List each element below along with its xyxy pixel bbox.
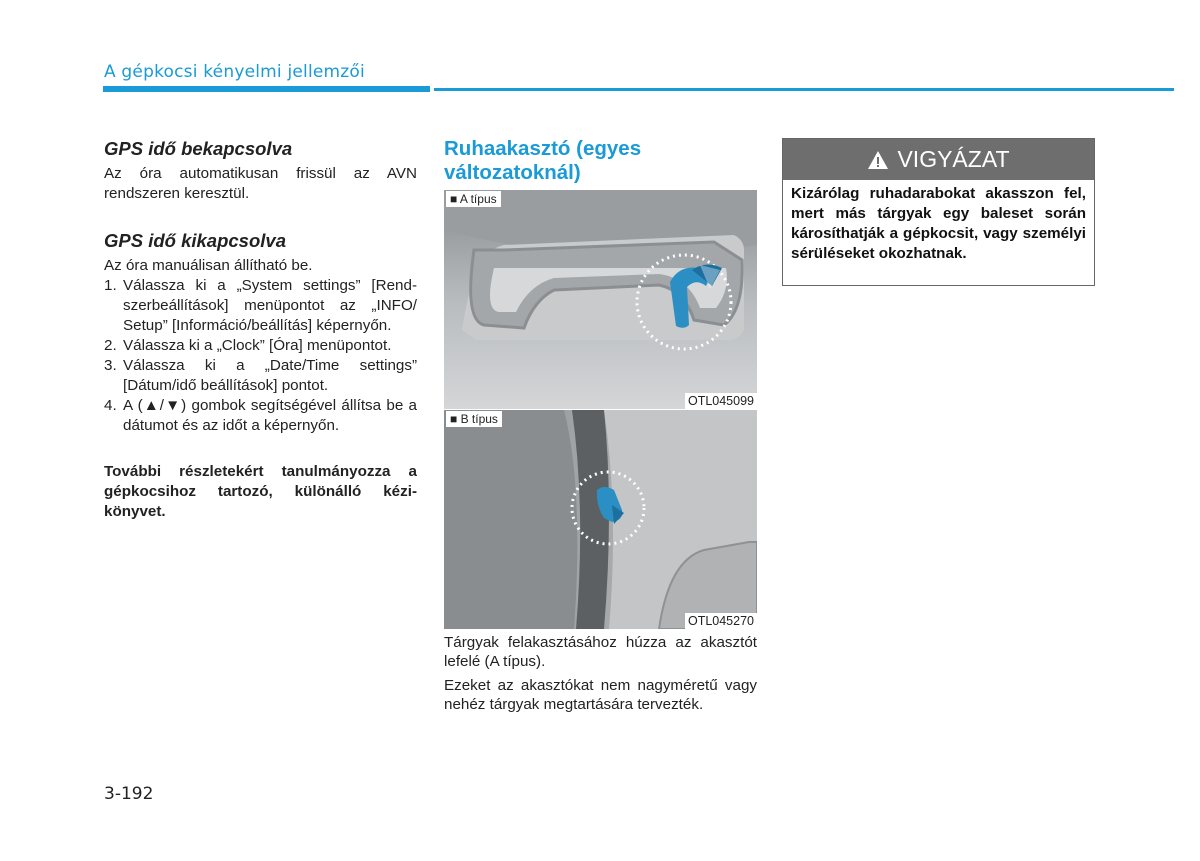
- header-rule-thin: [434, 88, 1174, 91]
- page-number: 3-192: [104, 784, 154, 804]
- middle-heading-block: [444, 137, 757, 185]
- list-item: [104, 356, 417, 396]
- gps-on-heading: GPS idő bekapcsolva: [104, 138, 293, 159]
- hook-limit-text: Ezeket az akasztókat nem nagyméretű vagy nehéz tárgyak megtartására tervezték.: [444, 677, 757, 713]
- figure-b-tag: ■ B típus: [446, 411, 502, 427]
- warning-title: VIGYÁZAT: [897, 146, 1010, 172]
- figure-type-b: [444, 410, 757, 629]
- step-text: Válassza ki a „System settings” [Rendszerbeállítások] menüpontot az „INFO/ Setup” [Információ/beállítás] képernyőn.: [123, 277, 417, 334]
- figure-a-tag: ■ A típus: [446, 191, 501, 207]
- hook-usage-text: Tárgyak felakasztásához húzza az akasztót lefelé (A típus).: [444, 634, 757, 670]
- gps-off-heading: GPS idő kikapcsolva: [104, 230, 286, 251]
- step-number: 2.: [104, 337, 117, 354]
- figure-type-a: [444, 190, 757, 409]
- section-title: A gépkocsi kényelmi jellemzői: [104, 62, 365, 82]
- gps-off-text: Az óra manuálisan állítható be.: [104, 257, 313, 274]
- step-number: 3.: [104, 357, 117, 374]
- warning-text: Kizárólag ruhadarabokat akasszon fel, mert más tárgyak egy baleset során károsíthatják a gépkocsit, vagy személyi sérüléseket okozhatnak.: [791, 185, 1086, 262]
- coat-hook-heading: Ruhaakasztó (egyes változatoknál): [444, 137, 642, 184]
- figure-a-code: OTL045099: [685, 393, 757, 409]
- list-item: [104, 396, 417, 436]
- coat-hook-a-illustration: [444, 190, 757, 409]
- warning-triangle-icon: [867, 150, 889, 170]
- list-item: [104, 276, 417, 336]
- manual-note: További részletekért tanulmányozza a gépkocsihoz tartozó, különálló kézikönyvet.: [104, 463, 417, 520]
- list-item: [104, 336, 417, 356]
- step-text: A (▲/▼) gombok segítségével állítsa be a dátumot és az időt a képernyőn.: [123, 397, 417, 434]
- warning-header: [783, 139, 1094, 180]
- step-text: Válassza ki a „Clock” [Óra] menüpontot.: [123, 337, 392, 354]
- gps-on-text: Az óra automatikusan frissül az AVN rendszeren keresztül.: [104, 165, 417, 202]
- step-number: 4.: [104, 397, 117, 414]
- left-column: [104, 138, 417, 522]
- middle-body: [444, 633, 757, 719]
- coat-hook-b-illustration: [444, 410, 757, 629]
- warning-box: [782, 138, 1095, 286]
- header-rule-thick: [103, 86, 430, 92]
- figure-b-code: OTL045270: [685, 613, 757, 629]
- step-text: Válassza ki a „Date/Time settings” [Dátum/idő beállítások] pontot.: [123, 357, 417, 394]
- step-number: 1.: [104, 277, 117, 294]
- steps-list: [104, 276, 417, 436]
